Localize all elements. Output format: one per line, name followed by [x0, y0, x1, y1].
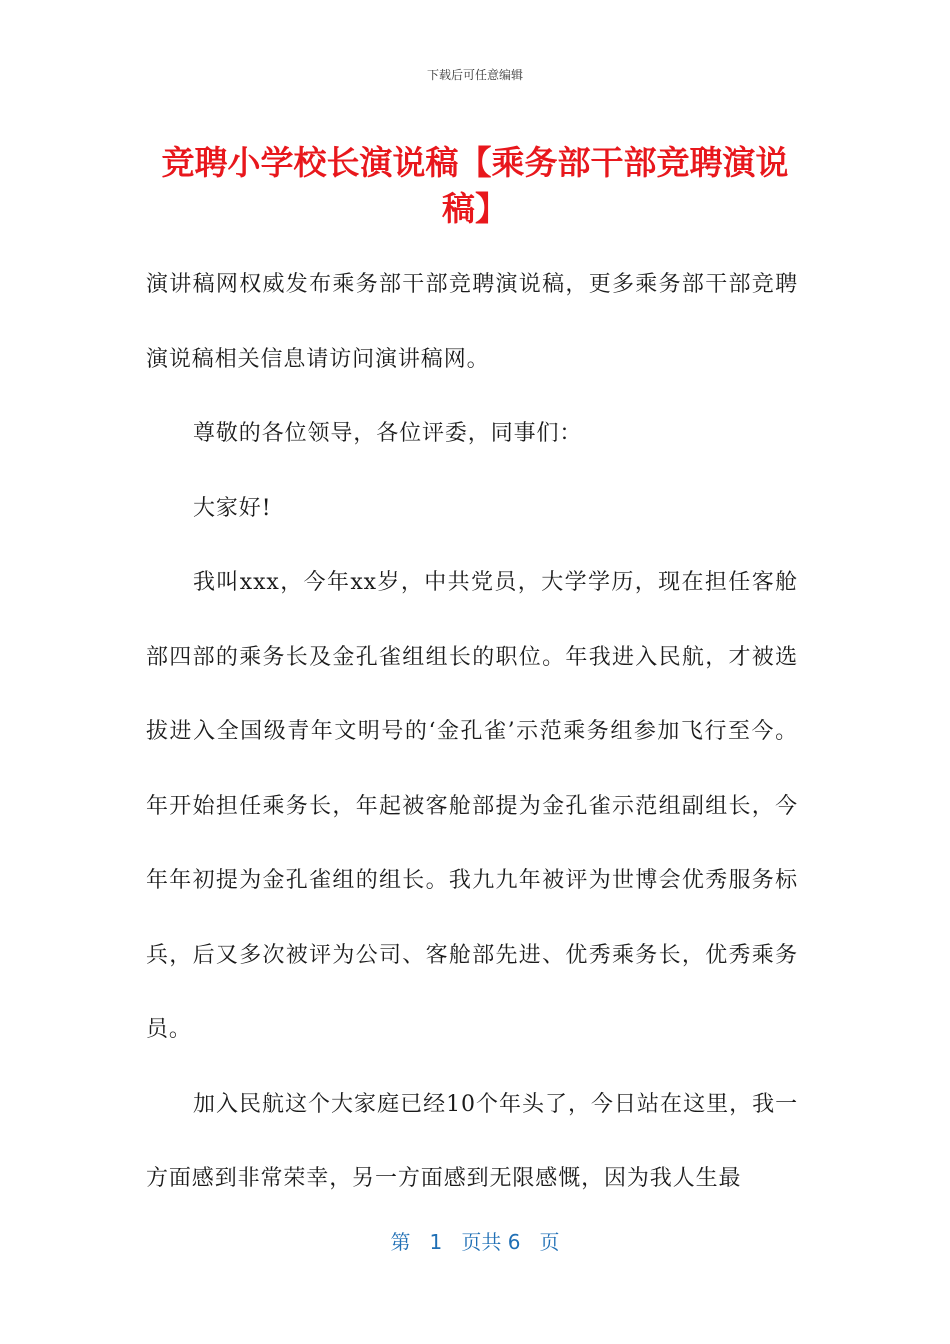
page-number-footer — [0, 1226, 950, 1255]
header-note: 下载后可任意编辑 — [426, 68, 523, 82]
current-page-number: 1 — [429, 1230, 443, 1254]
paragraph-self-introduction: 我叫xxx，今年xx岁，中共党员，大学学历，现在担任客舱部四部的乘务长及金孔雀组组长的职位。年我进入民航，才被选拔进入全国级青年文明号的‘金孔雀’示范乘务组参加飞行至今。年开始担任乘务长，年起被客舱部提为金孔雀示范组副组长，今年年初提为金孔雀组的组长。我九九年被评为世博会优秀服务标兵，后又多次被评为公司、客舱部先进、优秀乘务长，优秀乘务员。 — [146, 570, 798, 1042]
document-body — [146, 248, 798, 1217]
page-label-suffix: 页 — [539, 1230, 560, 1254]
paragraph-reflection: 加入民航这个大家庭已经10个年头了，今日站在这里，我一方面感到非常荣幸，另一方面感到无限感慨，因为我人生最 — [146, 1091, 798, 1191]
paragraph-greeting-audience: 尊敬的各位领导，各位评委，同事们： — [193, 421, 583, 446]
document-title: 竞聘小学校长演说稿【乘务部干部竞聘演说稿】 — [161, 143, 789, 228]
paragraph-intro: 演讲稿网权威发布乘务部干部竞聘演说稿，更多乘务部干部竞聘演说稿相关信息请访问演讲稿网。 — [146, 272, 798, 372]
total-pages-number: 6 — [507, 1230, 521, 1254]
paragraph-hello: 大家好! — [193, 495, 272, 521]
page-label-mid: 页共 — [461, 1230, 502, 1254]
page-label-prefix: 第 — [390, 1230, 411, 1254]
